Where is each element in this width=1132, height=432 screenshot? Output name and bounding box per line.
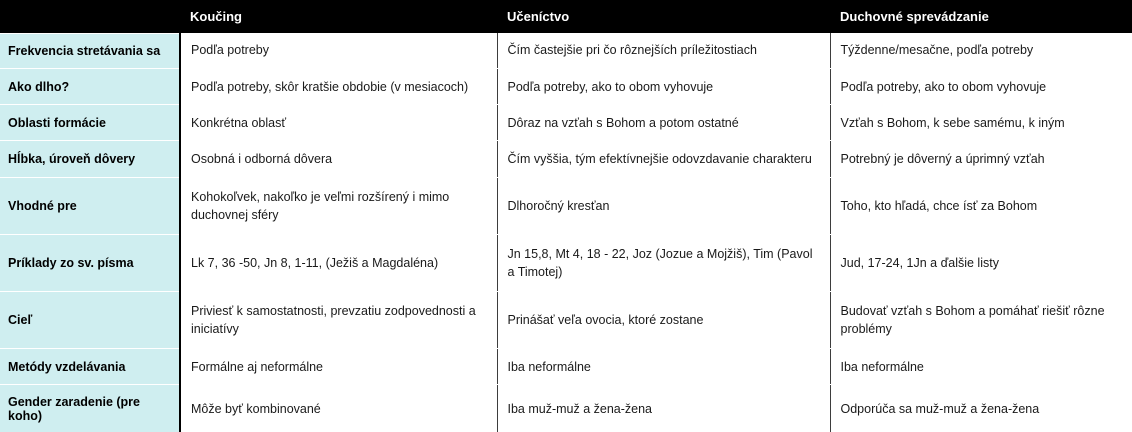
- table-corner-cell: [0, 0, 180, 33]
- table-row: [0, 234, 1132, 291]
- table-cell: Čím častejšie pri čo rôznejších príležitostiach: [497, 33, 830, 69]
- table-cell: Budovať vzťah s Bohom a pomáhať riešiť rôzne problémy: [830, 291, 1132, 348]
- table-cell: Jn 15,8, Mt 4, 18 - 22, Joz (Jozue a Mojžiš), Tim (Pavol a Timotej): [497, 234, 830, 291]
- table-cell: Iba neformálne: [830, 349, 1132, 385]
- table-cell: Kohokoľvek, nakoľko je veľmi rozšírený i mimo duchovnej sféry: [180, 177, 497, 234]
- table-cell: Podľa potreby, ako to obom vyhovuje: [497, 69, 830, 105]
- table-cell: Prinášať veľa ovocia, ktoré zostane: [497, 291, 830, 348]
- table-row: [0, 291, 1132, 348]
- table-row: [0, 349, 1132, 385]
- table-cell: Týždenne/mesačne, podľa potreby: [830, 33, 1132, 69]
- table-cell: Priviesť k samostatnosti, prevzatiu zodpovednosti a iniciatívy: [180, 291, 497, 348]
- row-header: Cieľ: [0, 291, 180, 348]
- table-cell: Jud, 17-24, 1Jn a ďalšie listy: [830, 234, 1132, 291]
- row-header: Oblasti formácie: [0, 105, 180, 141]
- row-header: Metódy vzdelávania: [0, 349, 180, 385]
- table-row: [0, 385, 1132, 432]
- table-cell: Čím vyššia, tým efektívnejšie odovzdavanie charakteru: [497, 141, 830, 177]
- table-row: [0, 33, 1132, 69]
- column-header-ucenictvo: Učeníctvo: [497, 0, 830, 33]
- row-header: Gender zaradenie (pre koho): [0, 385, 180, 432]
- table-cell: Iba neformálne: [497, 349, 830, 385]
- table-cell: Dlhoročný kresťan: [497, 177, 830, 234]
- table-cell: Toho, kto hľadá, chce ísť za Bohom: [830, 177, 1132, 234]
- table-cell: Dôraz na vzťah s Bohom a potom ostatné: [497, 105, 830, 141]
- table-body: [0, 33, 1132, 432]
- table-header-row: [0, 0, 1132, 33]
- table-cell: Iba muž-muž a žena-žena: [497, 385, 830, 432]
- row-header: Ako dlho?: [0, 69, 180, 105]
- table-cell: Vzťah s Bohom, k sebe samému, k iným: [830, 105, 1132, 141]
- row-header: Vhodné pre: [0, 177, 180, 234]
- row-header: Frekvencia stretávania sa: [0, 33, 180, 69]
- table-cell: Odporúča sa muž-muž a žena-žena: [830, 385, 1132, 432]
- table-cell: Podľa potreby, skôr kratšie obdobie (v mesiacoch): [180, 69, 497, 105]
- table-cell: Osobná i odborná dôvera: [180, 141, 497, 177]
- row-header: Príklady zo sv. písma: [0, 234, 180, 291]
- table-row: [0, 105, 1132, 141]
- table-row: [0, 177, 1132, 234]
- column-header-koucing: Koučing: [180, 0, 497, 33]
- table-cell: Podľa potreby, ako to obom vyhovuje: [830, 69, 1132, 105]
- table-cell: Môže byť kombinované: [180, 385, 497, 432]
- table-cell: Podľa potreby: [180, 33, 497, 69]
- row-header: Hĺbka, úroveň dôvery: [0, 141, 180, 177]
- table-cell: Potrebný je dôverný a úprimný vzťah: [830, 141, 1132, 177]
- table-cell: Lk 7, 36 -50, Jn 8, 1-11, (Ježiš a Magdaléna): [180, 234, 497, 291]
- column-header-duchovne-sprevadzanie: Duchovné sprevádzanie: [830, 0, 1132, 33]
- table-header: [0, 0, 1132, 33]
- table-row: [0, 141, 1132, 177]
- table-cell: Formálne aj neformálne: [180, 349, 497, 385]
- table-cell: Konkrétna oblasť: [180, 105, 497, 141]
- table-row: [0, 69, 1132, 105]
